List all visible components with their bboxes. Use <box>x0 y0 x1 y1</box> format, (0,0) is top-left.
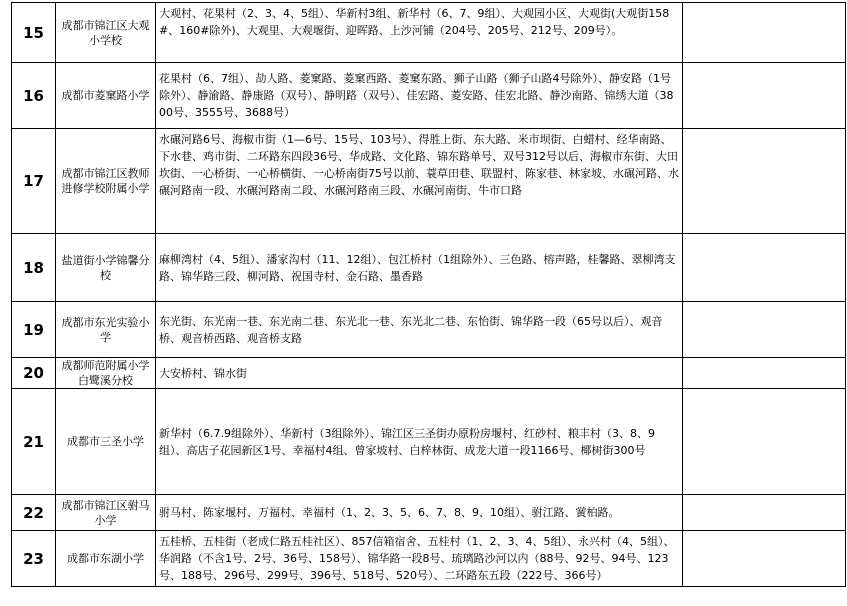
school-name: 成都市菱窠路小学 <box>56 63 156 129</box>
school-name: 成都市锦江区驸马小学 <box>56 495 156 531</box>
row-number: 15 <box>12 3 56 63</box>
table-row <box>12 389 846 495</box>
enrollment-area: 五桂桥、五桂街（老成仁路五桂社区）、857信箱宿舍、五桂村（1、2、3、4、5组）、永兴村（4、5组）、华润路（不含1号、2号、36号、158号）、锦华路一段8号、琉璃路沙河以内（88号、92号、94号、123号、188号、296号、299号、396号、518号、520号）、二环路东五段（222号、366号） <box>156 531 683 587</box>
table-row <box>12 495 846 531</box>
school-name: 成都市三圣小学 <box>56 389 156 495</box>
enrollment-area: 大安桥村、锦水街 <box>156 358 683 389</box>
row-number: 22 <box>12 495 56 531</box>
table-row <box>12 3 846 63</box>
enrollment-area: 大观村、花果村（2、3、4、5组）、华新村3组、新华村（6、7、9组）、大观园小区、大观街(大观街158#、160#除外)、大观里、大观堰街、迎晖路、上沙河铺（204号、205号、212号、209号）。 <box>156 3 683 63</box>
school-name: 盐道街小学锦馨分校 <box>56 234 156 302</box>
remarks-cell <box>683 3 846 63</box>
row-number: 20 <box>12 358 56 389</box>
row-number: 19 <box>12 302 56 358</box>
enrollment-area: 驸马村、陈家堰村、万福村、幸福村（1、2、3、5、6、7、8、9、10组）、驸江路、黉柏路。 <box>156 495 683 531</box>
table-row <box>12 63 846 129</box>
row-number: 21 <box>12 389 56 495</box>
enrollment-area: 花果村（6、7组）、劼人路、菱窠路、菱窠西路、菱窠东路、狮子山路（狮子山路4号除外）、静安路（1号除外）、静渝路、静康路（双号）、静明路（双号）、佳宏路、菱安路、佳宏北路、静沙南路、锦绣大道（3800号、3555号、3688号） <box>156 63 683 129</box>
row-number: 17 <box>12 129 56 234</box>
school-name: 成都市锦江区大观小学校 <box>56 3 156 63</box>
row-number: 16 <box>12 63 56 129</box>
remarks-cell <box>683 129 846 234</box>
district-school-table <box>11 2 846 587</box>
remarks-cell <box>683 302 846 358</box>
remarks-cell <box>683 234 846 302</box>
table-row <box>12 358 846 389</box>
row-number: 18 <box>12 234 56 302</box>
enrollment-area: 麻柳湾村（4、5组）、潘家沟村（11、12组）、包江桥村（1组除外）、三色路、榕声路，桂馨路、翠柳湾支路、锦华路三段、柳河路、祝国寺村、金石路、墨香路 <box>156 234 683 302</box>
remarks-cell <box>683 358 846 389</box>
table-row <box>12 531 846 587</box>
remarks-cell <box>683 63 846 129</box>
remarks-cell <box>683 495 846 531</box>
school-name: 成都市东湖小学 <box>56 531 156 587</box>
table-row <box>12 302 846 358</box>
enrollment-area: 水碾河路6号、海椒市街（1—6号、15号、103号）、得胜上街、东大路、米市坝街、白蜡村、经华南路、下水巷、鸡市街、二环路东四段36号、华成路、文化路、锦东路单号、双号312号以后、海椒市东街、大田坎街、一心桥街、一心桥横街、一心桥南街75号以前、蓑草田巷、联盟村、陈家巷、林家坡、水碾河路、水碾河路南一段、水碾河路南二段、水碾河路南三段、水碾河南街、牛市口路 <box>156 129 683 234</box>
row-number: 23 <box>12 531 56 587</box>
school-name: 成都市东光实验小学 <box>56 302 156 358</box>
enrollment-area: 新华村（6.7.9组除外）、华新村（3组除外）、锦江区三圣街办原粉房堰村、红砂村、粮丰村（3、8、9组）、高店子花园新区1号、幸福村4组、曾家坡村、白梓林街、成龙大道一段1166号、椰树街300号 <box>156 389 683 495</box>
school-name: 成都师范附属小学白鹭溪分校 <box>56 358 156 389</box>
school-name: 成都市锦江区教师进修学校附属小学 <box>56 129 156 234</box>
table-row <box>12 234 846 302</box>
table-row <box>12 129 846 234</box>
enrollment-area: 东光街、东光南一巷、东光南二巷、东光北一巷、东光北二巷、东怡街、锦华路一段（65号以后）、观音桥、观音桥西路、观音桥支路 <box>156 302 683 358</box>
remarks-cell <box>683 531 846 587</box>
remarks-cell <box>683 389 846 495</box>
